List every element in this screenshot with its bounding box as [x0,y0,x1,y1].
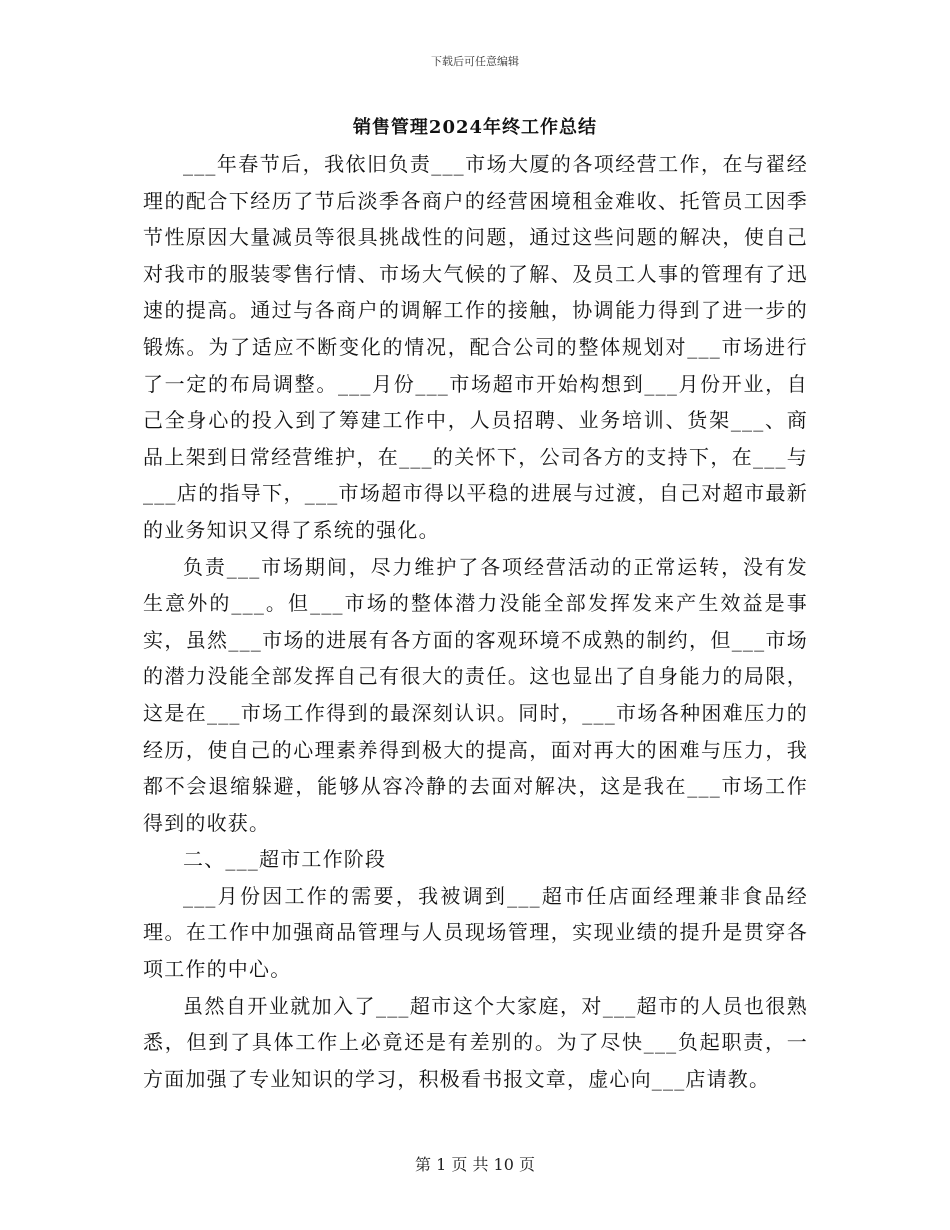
paragraph-1: ___年春节后，我依旧负责___市场大厦的各项经营工作，在与翟经理的配合下经历了节后淡季各商户的经营困境租金难收、托管员工因季节性原因大量减员等很具挑战性的问题，通过这些问题的解决，使自己对我市的服装零售行情、市场大气候的了解、及员工人事的管理有了迅速的提高。通过与各商户的调解工作的接触，协调能力得到了进一步的锻炼。为了适应不断变化的情况，配合公司的整体规划对___市场进行了一定的布局调整。___月份___市场超市开始构想到___月份开业，自己全身心的投入到了筹建工作中，人员招聘、业务培训、货架___、商品上架到日常经营维护，在___的关怀下，公司各方的支持下，在___与___店的指导下，___市场超市得以平稳的进展与过渡，自己对超市最新的业务知识又得了系统的强化。 [143,152,808,542]
page-footer: 第 1 页 共 10 页 [415,1155,535,1174]
section-heading: 二、___超市工作阶段 [183,847,387,872]
header-note: 下载后可任意编辑 [431,55,519,68]
paragraph-4: 虽然自开业就加入了___超市这个大家庭，对___超市的人员也很熟悉，但到了具体工作上必竟还是有差别的。为了尽快___负起职责，一方面加强了专业知识的学习，积极看书报文章，虚心向___店请教。 [143,993,808,1091]
paragraph-2: 负责___市场期间，尽力维护了各项经营活动的正常运转，没有发生意外的___。但___市场的整体潜力没能全部发挥发来产生效益是事实，虽然___市场的进展有各方面的客观环境不成熟的制约，但___市场的潜力没能全部发挥自己有很大的责任。这也显出了自身能力的局限，这是在___市场工作得到的最深刻认识。同时，___市场各种困难压力的经历，使自己的心理素养得到极大的提高，面对再大的困难与压力，我都不会退缩躲避，能够从容冷静的去面对解决，这是我在___市场工作得到的收获。 [143,554,808,835]
document-body [143,146,808,1097]
paragraph-3: ___月份因工作的需要，我被调到___超市任店面经理兼非食品经理。在工作中加强商品管理与人员现场管理，实现业绩的提升是贯穿各项工作的中心。 [143,883,808,982]
document-title: 销售管理2024年终工作总结 [352,117,598,138]
